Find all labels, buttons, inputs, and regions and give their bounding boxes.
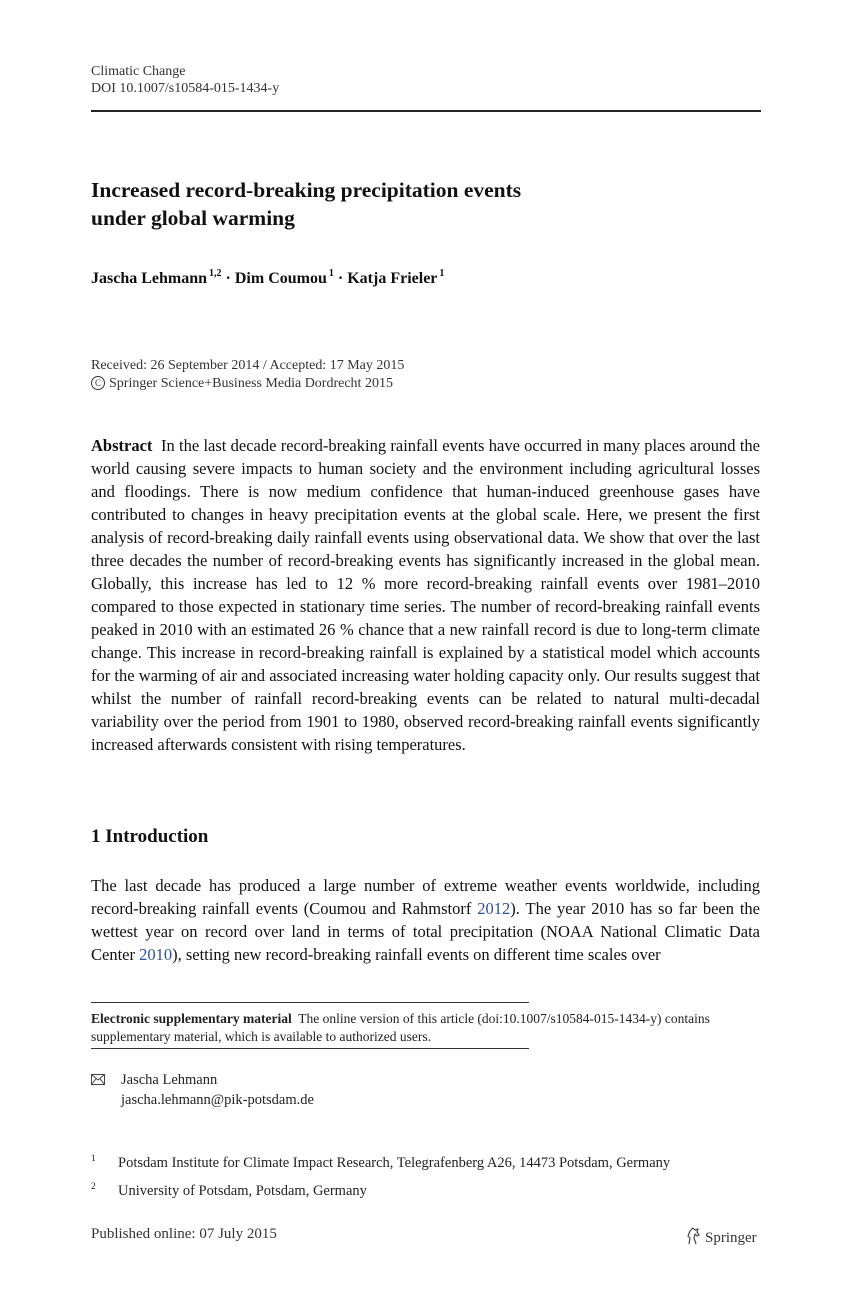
publisher-name: Springer: [705, 1230, 757, 1246]
esm-text: The online version of this article (doi:10.1007/s10584-015-1434-y) contains supplementary material, which is available to authorized users.: [91, 1011, 710, 1044]
abstract-label: Abstract: [91, 436, 153, 455]
published-online: Published online: 07 July 2015: [91, 1226, 277, 1242]
publisher-logo: [686, 1227, 757, 1247]
title-line-2: under global warming: [91, 206, 295, 230]
abstract: [91, 434, 760, 756]
footnote-rule: [91, 1048, 529, 1049]
journal-name: Climatic Change: [91, 64, 186, 79]
intro-text: ), setting new record-breaking rainfall events on different time scales over: [172, 945, 661, 964]
envelope-icon: [91, 1074, 105, 1085]
affiliation-item: [91, 1178, 367, 1200]
author-name[interactable]: Dim Coumou: [234, 270, 327, 287]
copyright-text: Springer Science+Business Media Dordrecht 2015: [109, 376, 393, 391]
corresponding-email[interactable]: jascha.lehmann@pik-potsdam.de: [121, 1092, 314, 1108]
introduction-paragraph: [91, 874, 760, 966]
citation-link[interactable]: 2010: [139, 945, 173, 964]
affiliation-text: University of Potsdam, Potsdam, Germany: [118, 1183, 367, 1199]
supplementary-note: [91, 1010, 781, 1046]
author-affiliation: 1,2: [209, 268, 222, 279]
corresponding-author: Jascha Lehmann: [121, 1072, 218, 1088]
footnote-rule: [91, 1002, 529, 1003]
springer-horse-icon: [686, 1227, 702, 1245]
esm-label: Electronic supplementary material: [91, 1011, 292, 1026]
author-separator: ·: [337, 270, 344, 287]
author-affiliation: 1: [328, 268, 334, 279]
correspondence: [121, 1070, 314, 1110]
doi[interactable]: DOI 10.1007/s10584-015-1434-y: [91, 81, 280, 96]
author-affiliation: 1: [439, 268, 445, 279]
copyright-icon: C: [91, 376, 105, 390]
intro-text: ). The year 2010 has so far been the wettest year on record over land in terms of total precipitation (NOAA National Climatic Data Center: [91, 899, 761, 964]
header-rule: [91, 110, 761, 112]
author-list: [91, 264, 444, 289]
section-heading-introduction: 1 Introduction: [91, 826, 209, 847]
citation-link[interactable]: 2012: [477, 899, 511, 918]
affiliation-item: [91, 1150, 670, 1172]
author-name[interactable]: Katja Frieler: [347, 270, 438, 287]
affiliation-number: 2: [91, 1182, 96, 1192]
copyright-line: [91, 375, 404, 393]
affiliation-number: 1: [91, 1154, 96, 1164]
author-name[interactable]: Jascha Lehmann: [91, 270, 208, 287]
title-line-1: Increased record-breaking precipitation events: [91, 178, 522, 202]
received-accepted: Received: 26 September 2014 / Accepted: 17 May 2015: [91, 358, 405, 373]
article-dates: [91, 357, 404, 393]
paper-title: [91, 176, 691, 232]
author-separator: ·: [225, 270, 231, 287]
intro-text: The last decade has produced a large number of extreme weather events worldwide, including record-breaking rainfall events (Coumou and Rahmstorf: [91, 876, 760, 918]
affiliation-text: Potsdam Institute for Climate Impact Research, Telegrafenberg A26, 14473 Potsdam, Germany: [118, 1155, 671, 1171]
journal-header: [91, 63, 279, 97]
abstract-text: In the last decade record-breaking rainfall events have occurred in many places around the world causing severe impacts to human society and the environment including agricultural losses and floodings. There is now medium confidence that human-induced greenhouse gases have contributed to changes in heavy precipitation events at the global scale. Here, we present the first analysis of record-breaking daily rainfall events using observational data. We show that over the last three decades the number of record-breaking events has significantly increased in the global mean. Globally, this increase has led to 12 % more record-breaking rainfall events over 1981–2010 compared to those expected in stationary time series. The number of record-breaking rainfall events peaked in 2010 with an estimated 26 % chance that a new rainfall record is due to long-term climate change. This increase in record-breaking rainfall is explained by a statistical model which accounts for the warming of air and associated increasing water holding capacity only. Our results suggest that whilst the number of rainfall record-breaking events can be related to natural multi-decadal variability over the period from 1901 to 1980, observed record-breaking rainfall events significantly increased afterwards consistent with rising temperatures.: [91, 436, 761, 754]
